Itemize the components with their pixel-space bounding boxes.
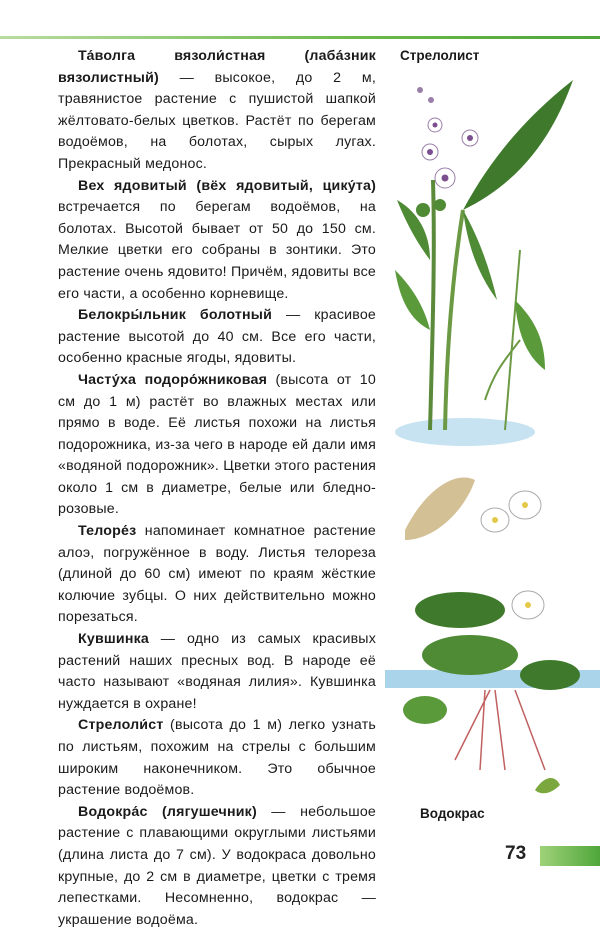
term: Кувшинка xyxy=(78,631,149,648)
term: Белокры́льник болотный xyxy=(78,307,273,324)
paragraph-vekh xyxy=(58,176,376,306)
vodokras-illustration xyxy=(385,477,600,793)
paragraph-telorez xyxy=(58,521,376,629)
description: (высота от 10 см до 1 м) растёт во влажных местах или прямо в воде. Её листья похожи на листья подорожника, из-за чего в народе ей дали имя «водяной подорожник». Цветки этого растения около 1 см в диаметре, белые или бледно-розовые. xyxy=(58,371,376,518)
description: — небольшое растение с плавающими округлыми листьями (длина листа до 7 см). У водокраса довольно крупные, до 2 см в диаметре, цветки с тремя лепестками. Несомненно, водокрас — украшение водоёма. xyxy=(58,803,376,928)
vodokras-caption: Водокрас xyxy=(420,806,485,821)
term: Часту́ха подоро́жниковая xyxy=(78,371,268,388)
description: встречается по берегам водоёмов, на болотах. Высотой бывает от 50 до 150 см. Мелкие цветки его собраны в зонтики. Это растение очень ядовито! Причём, ядовиты все его части, а особенно корневище. xyxy=(58,199,376,302)
paragraph-belokrylnik xyxy=(58,305,376,370)
strelolist-illustration xyxy=(395,80,573,446)
paragraph-tavolga xyxy=(58,46,376,176)
term: Вех ядовитый (вёх ядовитый, цику́та) xyxy=(78,177,376,194)
term: Стрелоли́ст xyxy=(78,717,164,734)
description: (высота до 1 м) легко узнать по листьям, похожим на стрелы с большим широким наконечником. Это обычное растение водоёмов. xyxy=(58,717,376,799)
strelolist-caption: Стрелолист xyxy=(400,48,480,63)
description: — высокое, до 2 м, травянистое растение с пушистой шапкой жёлтовато-белых цветков. Растёт по берегам водоёмов, на болотах, сырых лугах. Прекрасный медонос. xyxy=(58,69,376,172)
paragraph-kuvshinka xyxy=(58,629,376,715)
paragraph-vodokras xyxy=(58,802,376,931)
paragraph-chastukha xyxy=(58,370,376,521)
term: Водокра́с (лягушечник) xyxy=(78,803,257,820)
page-number-bar xyxy=(540,846,600,866)
description: напоминает комнатное растение алоэ, погружённое в воду. Листья телореза (длиной до 60 см) имеют по краям жёсткие колючие зубцы. О них действительно можно порезаться. xyxy=(58,523,376,626)
article-text xyxy=(58,46,376,931)
description: — красивое растение высотой до 40 см. Все его части, особенно красные ягоды, ядовиты. xyxy=(58,307,376,367)
plant-illustrations xyxy=(385,70,600,810)
term: Та́волга вязоли́стная (лаба́зник вязолистный) xyxy=(58,48,376,86)
term: Телоре́з xyxy=(78,523,137,540)
page-number: 73 xyxy=(505,843,527,864)
description: — одно из самых красивых растений наших пресных вод. В народе её часто называют «водяная лилия». Кувшинка нуждается в охране! xyxy=(58,631,376,712)
top-divider xyxy=(0,36,600,39)
paragraph-strelolist xyxy=(58,715,376,801)
